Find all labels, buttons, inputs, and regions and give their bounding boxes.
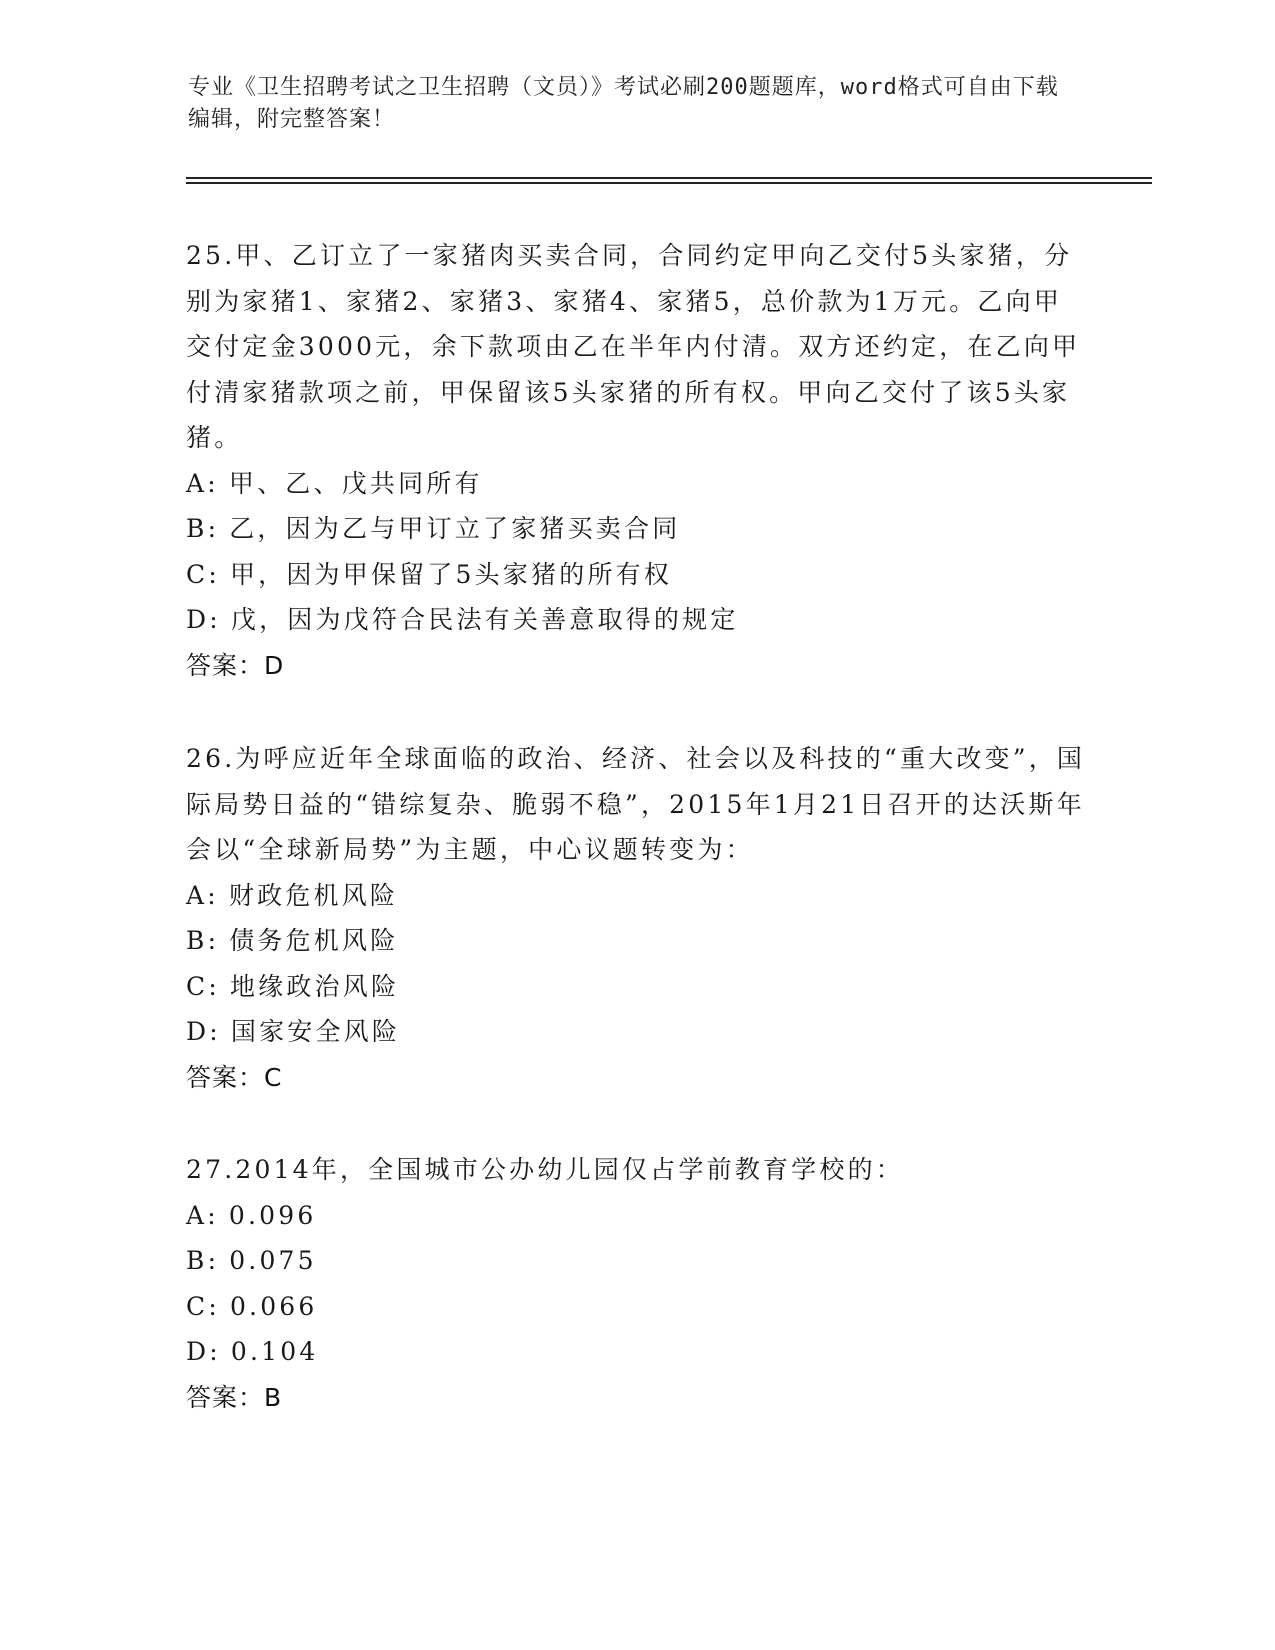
option-key: A: xyxy=(186,468,219,498)
option-a xyxy=(186,1193,1086,1239)
option-b xyxy=(186,506,1086,552)
header-divider-bottom xyxy=(186,182,1152,184)
option-text: 戊，因为戊符合民法有关善意取得的规定 xyxy=(230,605,739,634)
option-key: A: xyxy=(186,1200,219,1230)
option-c xyxy=(186,964,1086,1010)
option-key: C: xyxy=(186,971,220,1001)
option-key: C: xyxy=(186,1291,220,1321)
document-header: 专业《卫生招聘考试之卫生招聘（文员）》考试必刷200题题库，word格式可自由下载编辑，附完整答案！ xyxy=(188,75,1059,132)
answer-line: 答案：D xyxy=(186,650,285,680)
option-text: 乙，因为乙与甲订立了家猪买卖合同 xyxy=(229,514,681,543)
option-key: D: xyxy=(186,605,221,634)
question-25 xyxy=(186,233,1086,688)
option-b xyxy=(186,918,1086,964)
option-text: 0.075 xyxy=(229,1246,317,1275)
option-key: B: xyxy=(186,1246,220,1275)
option-key: D: xyxy=(186,1337,221,1366)
option-text: 0.066 xyxy=(229,1291,318,1321)
option-d xyxy=(186,597,1086,643)
header-divider-top xyxy=(186,177,1152,179)
option-key: B: xyxy=(186,514,220,543)
option-text: 0.104 xyxy=(230,1337,319,1366)
option-text: 地缘政治风险 xyxy=(229,971,400,1001)
option-c xyxy=(186,552,1086,598)
option-a xyxy=(186,461,1086,507)
option-text: 甲，因为甲保留了5头家猪的所有权 xyxy=(229,559,673,589)
option-text: 甲、乙、戊共同所有 xyxy=(228,468,483,498)
option-text: 债务危机风险 xyxy=(229,926,399,955)
question-27 xyxy=(186,1147,1086,1420)
option-text: 0.096 xyxy=(228,1200,317,1230)
question-stem: 26.为呼应近年全球面临的政治、经济、社会以及科技的“重大改变”，国际局势日益的“错综复杂、脆弱不稳”，2015年1月21日召开的达沃斯年会以“全球新局势”为主题，中心议题转变为： xyxy=(186,744,1086,864)
option-d xyxy=(186,1329,1086,1375)
option-c xyxy=(186,1284,1086,1330)
option-d xyxy=(186,1009,1086,1055)
question-26 xyxy=(186,736,1086,1100)
option-a xyxy=(186,873,1086,919)
question-stem: 27.2014年，全国城市公办幼儿园仅占学前教育学校的： xyxy=(186,1155,904,1184)
option-key: B: xyxy=(186,926,220,955)
answer-line: 答案：C xyxy=(186,1062,283,1092)
option-key: D: xyxy=(186,1017,221,1046)
option-key: A: xyxy=(186,880,219,910)
option-text: 财政危机风险 xyxy=(228,880,399,910)
option-b xyxy=(186,1238,1086,1284)
question-stem: 25.甲、乙订立了一家猪肉买卖合同，合同约定甲向乙交付5头家猪，分别为家猪1、家猪2、家猪3、家猪4、家猪5，总价款为1万元。乙向甲交付定金3000元，余下款项由乙在半年内付清。双方还约定，在乙向甲付清家猪款项之前，甲保留该5头家猪的所有权。甲向乙交付了该5头家猪。 xyxy=(186,241,1081,452)
option-text: 国家安全风险 xyxy=(230,1017,401,1046)
option-key: C: xyxy=(186,559,220,589)
answer-line: 答案：B xyxy=(186,1382,283,1412)
